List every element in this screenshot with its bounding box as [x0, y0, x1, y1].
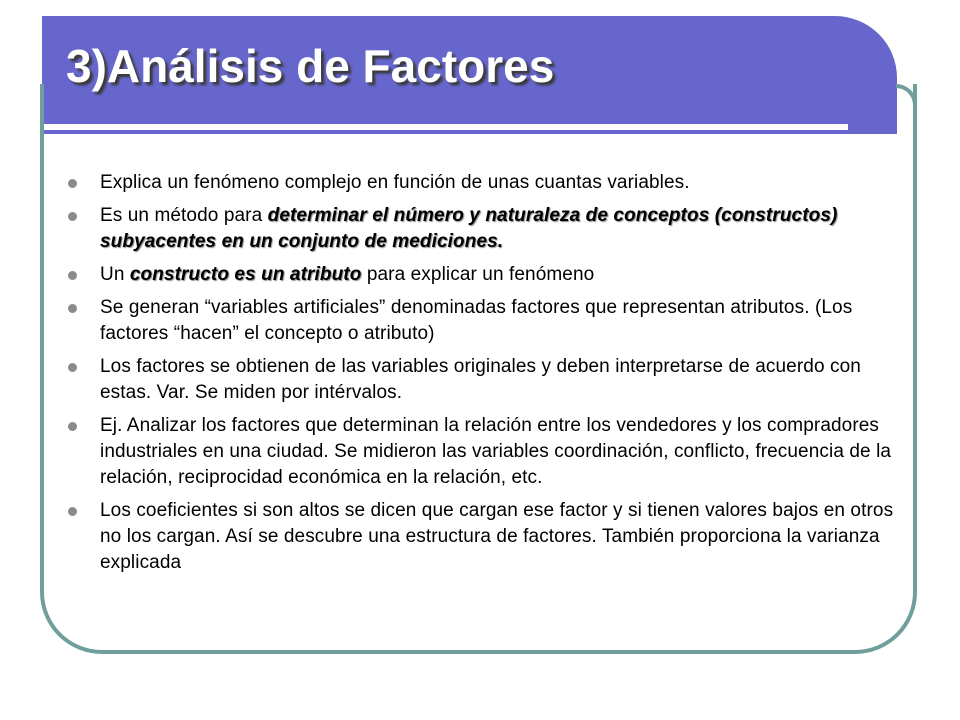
- content-frame-corner: [896, 84, 917, 168]
- bullet-icon: [68, 212, 77, 221]
- bullet-item: [66, 262, 896, 288]
- bullet-item: [66, 413, 896, 491]
- bullet-emphasis: determinar el número y naturaleza de conceptos (constructos) subyacentes en un conjunto de mediciones.: [100, 205, 838, 252]
- bullet-item: [66, 498, 896, 576]
- bullet-item: [66, 203, 896, 255]
- bullet-text: Ej. Analizar los factores que determinan la relación entre los vendedores y los compradores industriales en una ciudad. Se midieron las variables coordinación, conflicto, frecuencia de la relación, reciprocidad económica en la relación, etc.: [100, 415, 892, 488]
- bullet-icon: [68, 507, 77, 516]
- bullet-icon: [68, 271, 77, 280]
- bullet-icon: [68, 179, 77, 188]
- bullet-text: Los factores se obtienen de las variables originales y deben interpretarse de acuerdo con estas. Var. Se miden por intérvalos.: [100, 356, 861, 403]
- bullet-item: [66, 295, 896, 347]
- bullet-text: Se generan “variables artificiales” denominadas factores que representan atributos. (Los factores “hacen” el concepto o atributo): [100, 297, 853, 344]
- bullet-list: [66, 170, 896, 583]
- bullet-text: Un: [100, 264, 130, 285]
- bullet-icon: [68, 363, 77, 372]
- bullet-icon: [68, 304, 77, 313]
- bullet-emphasis: constructo es un atributo: [129, 264, 362, 285]
- bullet-item: [66, 354, 896, 406]
- bullet-icon: [68, 422, 77, 431]
- bullet-text: Es un método para: [100, 205, 268, 226]
- bullet-text: Los coeficientes si son altos se dicen que cargan ese factor y si tienen valores bajos en otros no los cargan. Así se descubre una estructura de factores. También proporciona la varianza explicada: [100, 500, 894, 573]
- bullet-text: Explica un fenómeno complejo en función de unas cuantas variables.: [100, 172, 690, 193]
- slide-title: 3)Análisis de Factores: [66, 40, 555, 92]
- bullet-text: para explicar un fenómeno: [361, 264, 595, 285]
- bullet-item: [66, 170, 896, 196]
